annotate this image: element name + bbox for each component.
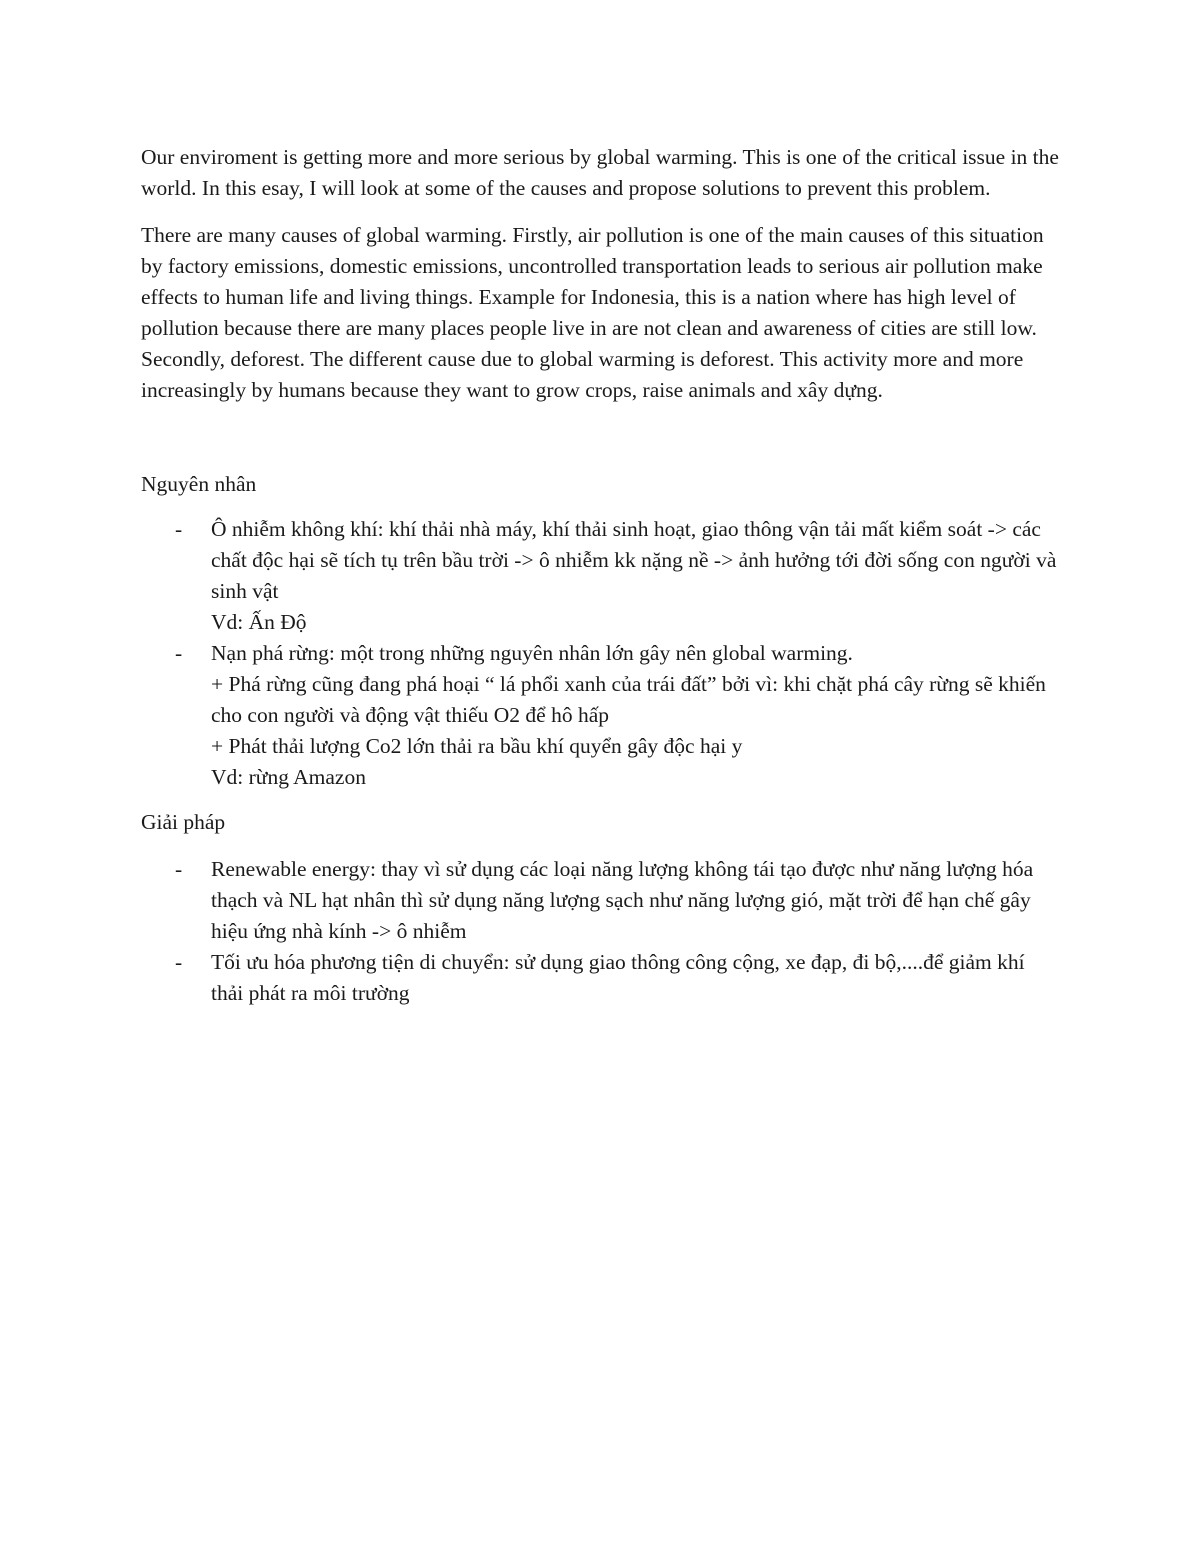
dash-bullet: - [175, 517, 183, 541]
list-item-text: Nạn phá rừng: một trong những nguyên nhân lớn gây nên global warming. [211, 641, 853, 665]
dash-bullet: - [175, 641, 183, 665]
list-item [141, 947, 1061, 1009]
list-item-text: Ô nhiễm không khí: khí thải nhà máy, khí thải sinh hoạt, giao thông vận tải mất kiểm soát -> các chất độc hại sẽ tích tụ trên bầu trời -> ô nhiễm kk nặng nề -> ảnh hưởng tới đời sống con người và sinh vật [211, 517, 1057, 603]
dash-bullet: - [175, 950, 183, 974]
list-item-example: Vd: rừng Amazon [211, 765, 366, 789]
body-paragraph: There are many causes of global warming. Firstly, air pollution is one of the main causes of this situation by factory emissions, domestic emissions, uncontrolled transportation leads to serious air pollution make effects to human life and living things. Example for Indonesia, this is a nation where has high level of pollution because there are many places people live in are not clean and awareness of cities are still low. Secondly, deforest. The different cause due to global warming is deforest. This activity more and more increasingly by humans because they want to grow crops, raise animals and xây dựng. [141, 223, 1044, 402]
solutions-list [141, 854, 1061, 1009]
list-item-subpoint: + Phá rừng cũng đang phá hoại “ lá phổi xanh của trái đất” bởi vì: khi chặt phá cây rừng sẽ khiến cho con người và động vật thiếu O2 để hô hấp [211, 672, 1046, 727]
causes-heading: Nguyên nhân [141, 472, 257, 496]
list-item [141, 638, 1061, 793]
causes-list [141, 514, 1061, 793]
list-item [141, 514, 1061, 638]
solutions-heading: Giải pháp [141, 810, 226, 834]
intro-paragraph: Our enviroment is getting more and more serious by global warming. This is one of the critical issue in the world. In this esay, I will look at some of the causes and propose solutions to prevent this problem. [141, 145, 1059, 200]
list-item-text: Renewable energy: thay vì sử dụng các loại năng lượng không tái tạo được như năng lượng hóa thạch và NL hạt nhân thì sử dụng năng lượng sạch như năng lượng gió, mặt trời để hạn chế gây hiệu ứng nhà kính -> ô nhiễm [211, 857, 1034, 943]
list-item-text: Tối ưu hóa phương tiện di chuyển: sử dụng giao thông công cộng, xe đạp, đi bộ,....để giảm khí thải phát ra môi trường [211, 950, 1025, 1005]
dash-bullet: - [175, 857, 183, 881]
document-content [141, 142, 1061, 1009]
list-item [141, 854, 1061, 947]
list-item-subpoint: + Phát thải lượng Co2 lớn thải ra bầu khí quyển gây độc hại y [211, 734, 743, 758]
list-item-example: Vd: Ấn Độ [211, 610, 307, 634]
